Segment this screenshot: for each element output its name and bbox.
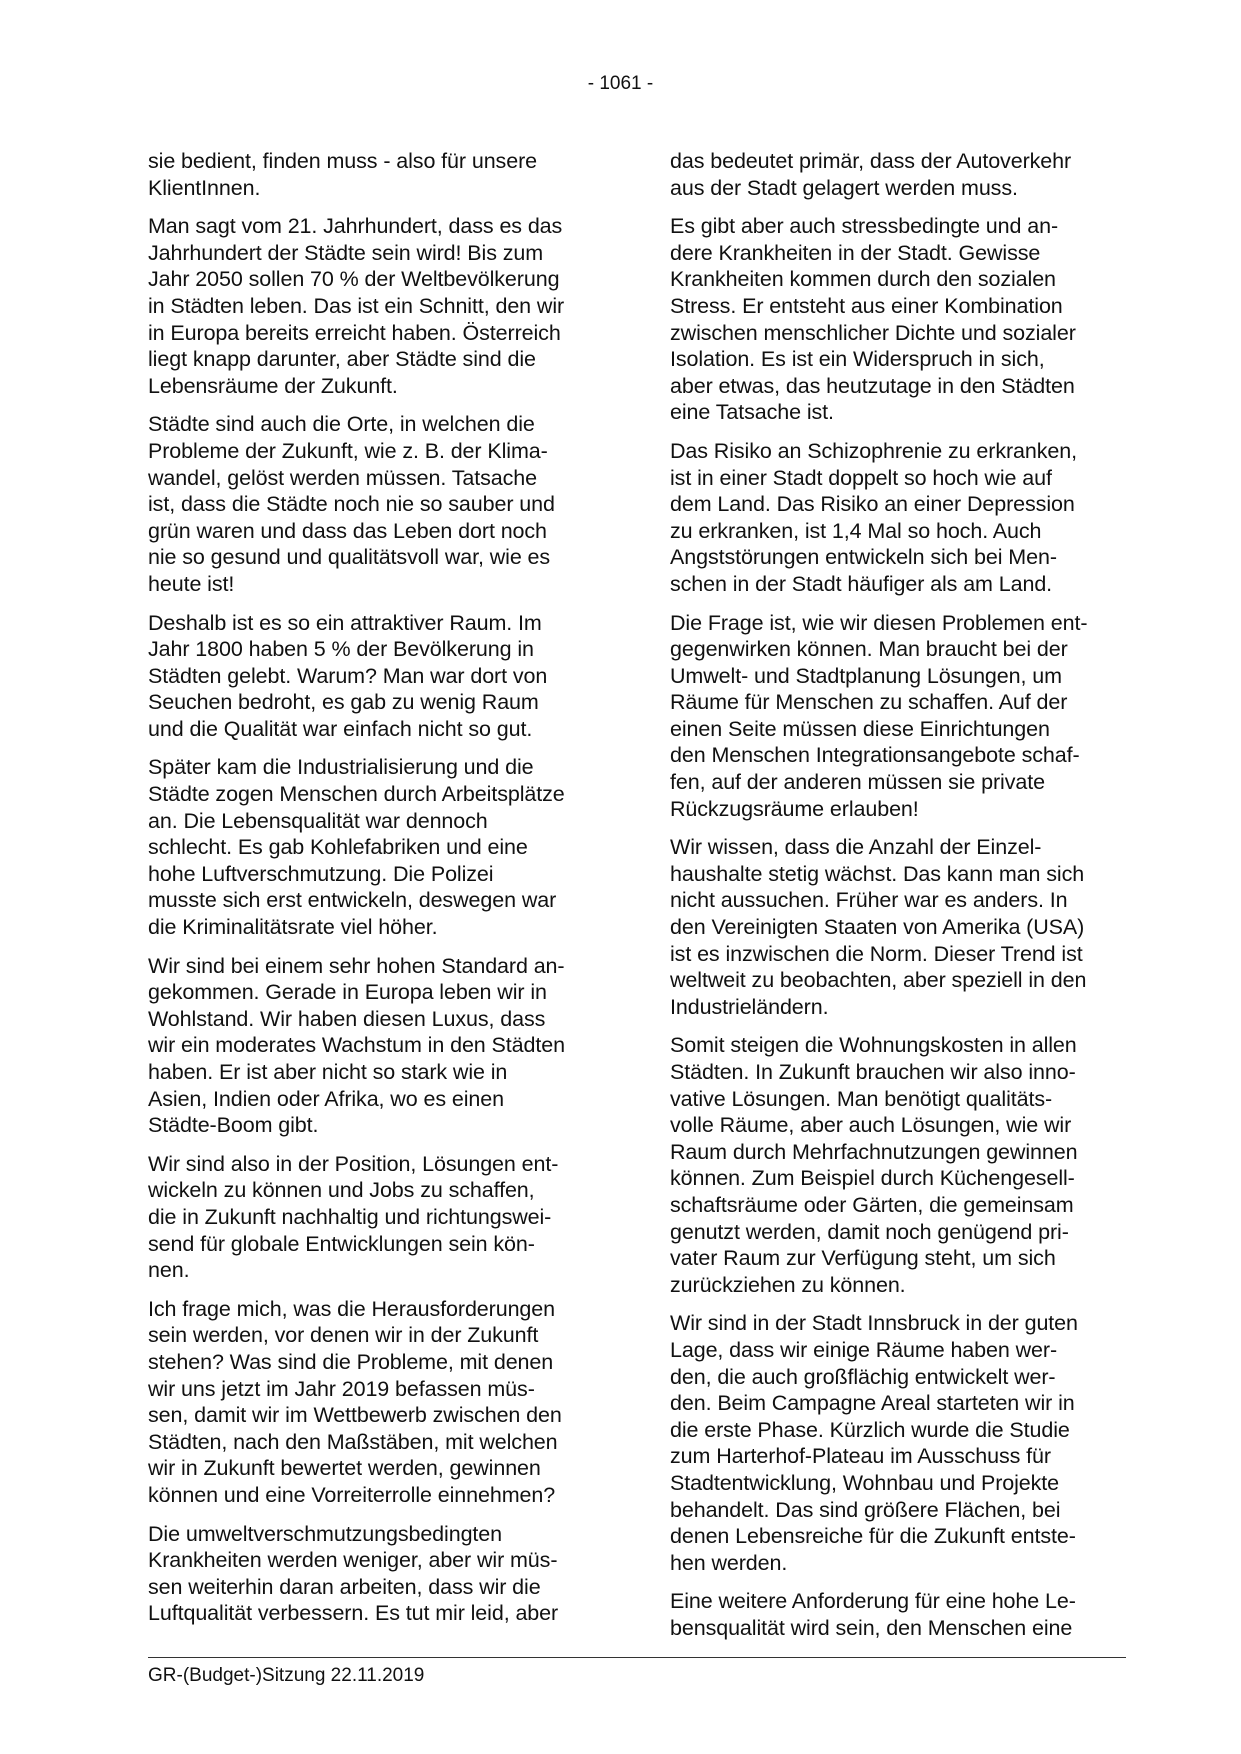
paragraph: Deshalb ist es so ein attraktiver Raum. Im Jahr 1800 haben 5 % der Bevölkerung in Städten gelebt. Warum? Man war dort von Seuchen bedroht, es gab zu wenig Raum und die Qualität war einfach nicht so gut. — [148, 610, 548, 741]
paragraph: sie bedient, finden muss - also für unsere KlientInnen. — [148, 149, 537, 200]
paragraph: das bedeutet primär, dass der Autoverkehr aus der Stadt gelagert werden muss. — [670, 149, 1072, 200]
paragraph: Das Risiko an Schizophrenie zu erkranken, ist in einer Stadt doppelt so hoch wie auf dem Land. Das Risiko an einer Depression zu erkranken, ist 1,4 Mal so hoch. Auch Angststörungen entwickeln sich bei Men- schen in der Stadt häufiger als am Land. — [670, 438, 1077, 596]
paragraph: Die Frage ist, wie wir diesen Problemen ent- gegenwirken können. Man braucht bei der Umwelt- und Stadtplanung Lösungen, um Räume für Menschen zu schaffen. Auf der einen Seite müssen diese Einrichtungen den Menschen Integrationsangebote schaf- fen, auf der anderen müssen sie private Rückzugsräume erlauben! — [670, 610, 1088, 821]
page-number: - 1061 - — [587, 73, 654, 94]
footer-divider — [148, 1657, 1126, 1658]
paragraph: Städte sind auch die Orte, in welchen die Probleme der Zukunft, wie z. B. der Klima- wandel, gelöst werden müssen. Tatsache ist, dass die Städte noch nie so sauber und grün waren und dass das Leben dort noch nie so gesund und qualitätsvoll war, wie es heute ist! — [148, 412, 555, 596]
paragraph: Man sagt vom 21. Jahrhundert, dass es das Jahrhundert der Städte sein wird! Bis zum Jahr 2050 sollen 70 % der Weltbevölkerung in Städten leben. Das ist ein Schnitt, den wir in Europa bereits erreicht haben. Österreich liegt knapp darunter, aber Städte sind die Lebensräume der Zukunft. — [148, 214, 565, 398]
paragraph: Wir sind bei einem sehr hohen Standard an- gekommen. Gerade in Europa leben wir in Wohlstand. Wir haben diesen Luxus, dass wir ein moderates Wachstum in den Städten haben. Er ist aber nicht so stark wie in Asien, Indien oder Afrika, wo es einen Städte-Boom gibt. — [148, 953, 565, 1138]
paragraph: Ich frage mich, was die Herausforderungen sein werden, vor denen wir in der Zukunft stehen? Was sind die Probleme, mit denen wir uns jetzt im Jahr 2019 befassen müs- sen, damit wir im Wettbewerb zwischen den Städten, nach den Maßstäben, mit welchen wir in Zukunft bewertet werden, gewinnen können und eine Vorreiterrolle einnehmen? — [148, 1296, 562, 1507]
paragraph: Es gibt aber auch stressbedingte und an- dere Krankheiten in der Stadt. Gewisse Krankheiten kommen durch den sozialen Stress. Er entsteht aus einer Kombination zwischen menschlicher Dichte und sozialer Isolation. Es ist ein Widerspruch in sich, aber etwas, das heutzutage in den Städten eine Tatsache ist. — [670, 214, 1076, 425]
paragraph: Wir sind also in der Position, Lösungen ent- wickeln zu können und Jobs zu schaffen, die in Zukunft nachhaltig und richtungswei- send für globale Entwicklungen sein kön- nen. — [148, 1151, 559, 1283]
paragraph: Wir wissen, dass die Anzahl der Einzel- haushalte stetig wächst. Das kann man sich nicht aussuchen. Früher war es anders. In den Vereinigten Staaten von Amerika (USA) ist es inzwischen die Norm. Dieser Trend ist weltweit zu beobachten, aber speziell in den Industrieländern. — [670, 835, 1087, 1019]
paragraph: Die umweltverschmutzungsbedingten Krankheiten werden weniger, aber wir müs- sen weiterhin daran arbeiten, dass wir die Luftqualität verbessern. Es tut mir leid, aber — [148, 1521, 559, 1626]
paragraph: Wir sind in der Stadt Innsbruck in der guten Lage, dass wir einige Räume haben wer- den, die auch großflächig entwickelt wer- den. Beim Campagne Areal starteten wir in die erste Phase. Kürzlich wurde die Studie zum Harterhof-Plateau im Ausschuss für Stadtentwicklung, Wohnbau und Projekte behandelt. Das sind größere Flächen, bei denen Lebensreiche für die Zukunft entste- hen werden. — [670, 1311, 1078, 1575]
paragraph: Somit steigen die Wohnungskosten in allen Städten. In Zukunft brauchen wir also inno- vative Lösungen. Man benötigt qualitäts- volle Räume, aber auch Lösungen, wie wir Raum durch Mehrfachnutzungen gewinnen können. Zum Beispiel durch Küchengesell- schaftsräume oder Gärten, die gemeinsam genutzt werden, damit noch genügend pri- vater Raum zur Verfügung steht, um sich zurückziehen zu können. — [670, 1033, 1078, 1297]
paragraph: Eine weitere Anforderung für eine hohe Le- bensqualität wird sein, den Menschen eine — [670, 1589, 1076, 1640]
right-column — [670, 148, 1126, 1653]
paragraph: Später kam die Industrialisierung und die Städte zogen Menschen durch Arbeitsplätze an. Die Lebensqualität war dennoch schlecht. Es gab Kohlefabriken und eine hohe Luftverschmutzung. Die Polizei musste sich erst entwickeln, deswegen war die Kriminalitätsrate viel höher. — [148, 755, 565, 940]
footer-session-label: GR-(Budget-)Sitzung 22.11.2019 — [148, 1665, 425, 1686]
left-column — [148, 148, 604, 1639]
